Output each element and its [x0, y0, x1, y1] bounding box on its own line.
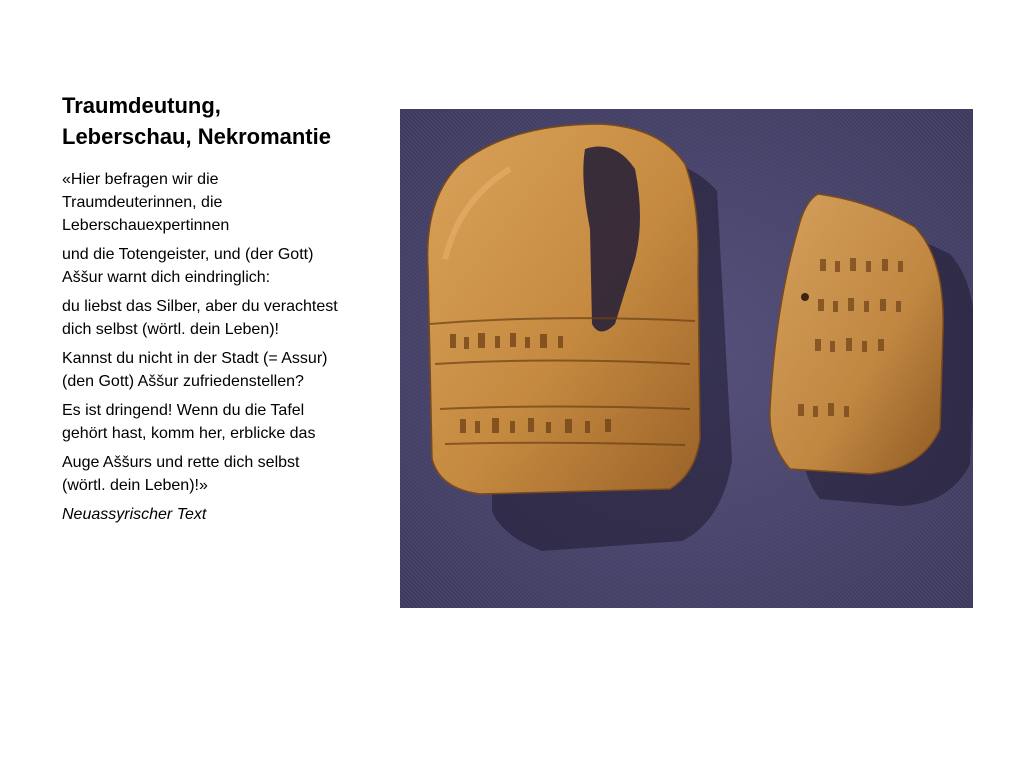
source-caption: Neuassyrischer Text: [62, 506, 207, 523]
quote-line: und die Totengeister, und (der Gott): [62, 246, 314, 263]
quote-paragraph-3: [62, 295, 382, 341]
clay-tablet-photo: [400, 109, 973, 608]
quote-paragraph-6: [62, 451, 382, 497]
clay-tablet-image: [400, 109, 973, 608]
quote-line: Kannst du nicht in der Stadt (= Assur): [62, 350, 328, 367]
quote-paragraph-2: [62, 243, 382, 289]
slide-title-line-1: Traumdeutung,: [62, 93, 221, 118]
quote-line: Aššur warnt dich eindringlich:: [62, 269, 271, 286]
slide-title: [62, 90, 382, 152]
quote-paragraph-1: [62, 168, 382, 237]
quote-paragraph-5: [62, 399, 382, 445]
quote-line: Traumdeuterinnen, die: [62, 194, 223, 211]
quote-line: Es ist dringend! Wenn du die Tafel: [62, 402, 305, 419]
slide-body: [62, 168, 382, 526]
quote-line: «Hier befragen wir die: [62, 171, 219, 188]
quote-line: du liebst das Silber, aber du verachtest: [62, 298, 338, 315]
quote-line: Auge Aššurs und rette dich selbst: [62, 454, 300, 471]
quote-line: (den Gott) Aššur zufriedenstellen?: [62, 373, 304, 390]
quote-line: gehört hast, komm her, erblicke das: [62, 425, 316, 442]
quote-line: (wörtl. dein Leben)!»: [62, 477, 208, 494]
quote-line: Leberschauexpertinnen: [62, 217, 230, 234]
quote-paragraph-4: [62, 347, 382, 393]
slide-title-line-2: Leberschau, Nekromantie: [62, 124, 331, 149]
quote-line: dich selbst (wörtl. dein Leben)!: [62, 321, 279, 338]
